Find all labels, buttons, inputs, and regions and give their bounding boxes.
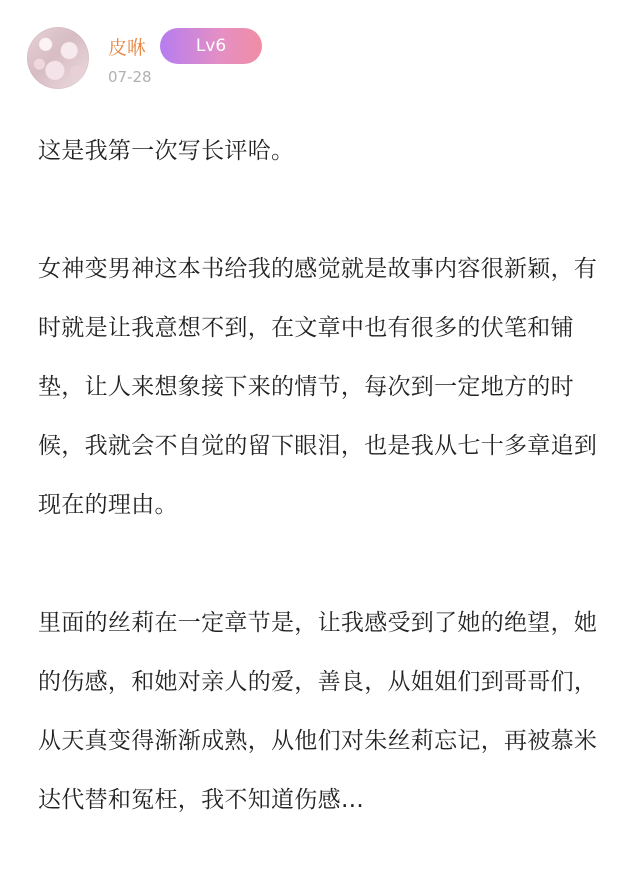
paragraph-spacer [38,181,604,240]
post-date: 07-28 [108,68,152,86]
post-paragraph-2: 女神变男神这本书给我的感觉就是故事内容很新颖，有时就是让我意想不到，在文章中也有很多的伏笔和铺垫，让人来想象接下来的情节，每次到一定地方的时候，我就会不自觉的留下眼泪，也是我从七十多章追到现在的理由。 [38,256,598,518]
post-paragraph-1: 这是我第一次写长评哈。 [38,138,295,164]
level-badge [160,28,262,64]
post-body [38,122,604,830]
post-paragraph-3: 里面的丝莉在一定章节是，让我感受到了她的绝望，她的伤感，和她对亲人的爱，善良，从姐姐们到哥哥们，从天真变得渐渐成熟，从他们对朱丝莉忘记，再被慕米达代替和冤枉，我不知道伤感… [38,610,598,813]
level-badge-label: Lv6 [195,36,227,56]
post-header [27,27,617,91]
avatar[interactable] [27,27,89,89]
paragraph-spacer [38,535,604,594]
username[interactable]: 皮咻 [108,37,147,59]
